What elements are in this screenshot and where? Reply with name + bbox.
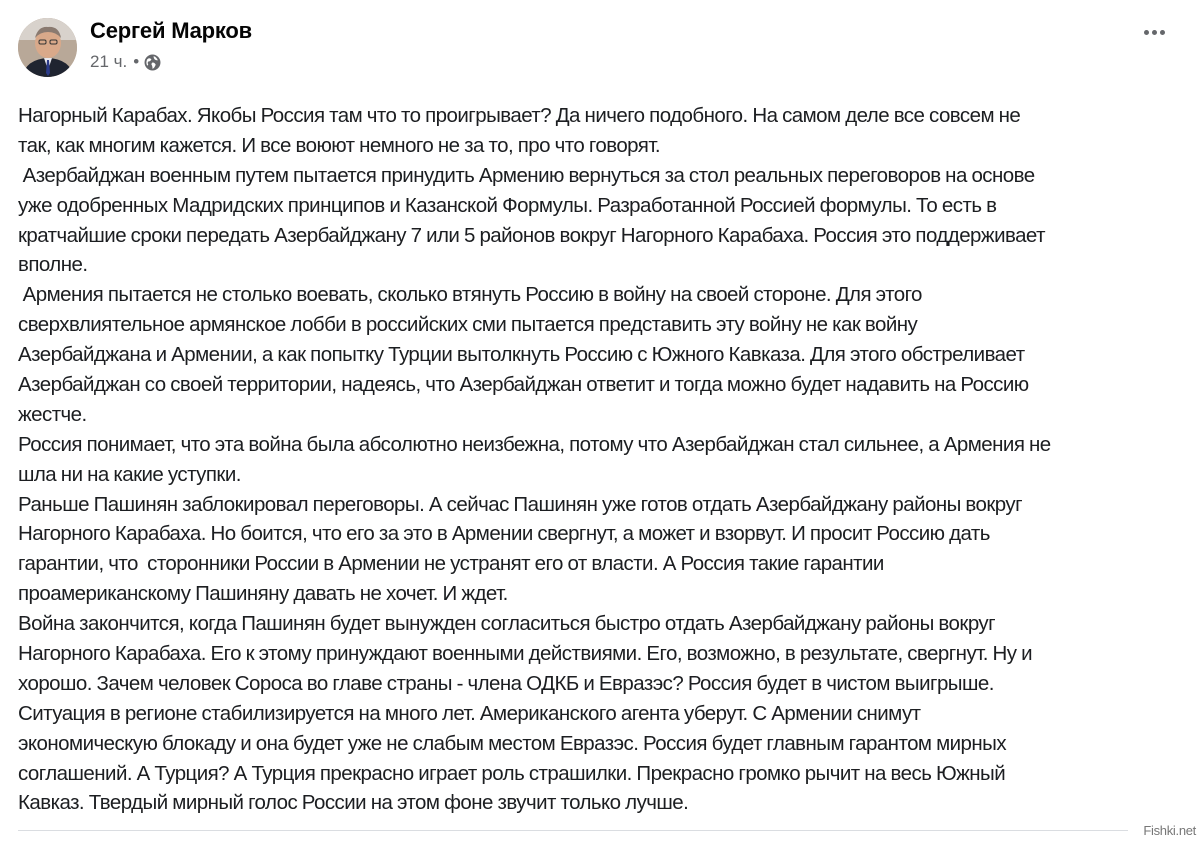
- post-text-line: Нагорный Карабах. Якобы Россия там что то проигрывает? Да ничего подобного. На самом деле все совсем не: [18, 104, 1021, 127]
- post-text-line: Нагорного Карабаха. Но боится, что его за это в Армении свергнут, а может и взорвут. И просит Россию дать: [18, 522, 990, 546]
- post-text-line: жестче.: [18, 402, 87, 426]
- post-text-line: Раньше Пашинян заблокировал переговоры. А сейчас Пашинян уже готов отдать Азербайджану районы вокруг: [18, 492, 1023, 516]
- post-text-line: экономическую блокаду и она будет уже не слабым местом Евразэс. Россия будет главным гарантом мирных: [18, 731, 1007, 755]
- post-text-line: Россия понимает, что эта война была абсолютно неизбежна, потому что Азербайджан стал сильнее, а Армения не: [18, 432, 1051, 456]
- post-text-line: гарантии, что сторонники России в Армении не устранят его от власти. А Россия такие гарантии: [18, 552, 884, 576]
- meta-separator: •: [133, 52, 140, 71]
- author-name[interactable]: Сергей Марков: [90, 18, 252, 43]
- post-body: [18, 101, 1190, 818]
- more-options-icon[interactable]: [1136, 18, 1172, 46]
- post-text-line: Ситуация в регионе стабилизируется на много лет. Американского агента уберут. С Армении снимут: [18, 701, 921, 725]
- post-text-line: Армения пытается не столько воевать, сколько втянуть Россию в войну на своей стороне. Для этого: [18, 283, 922, 307]
- post-text-line: Азербайджана и Армении, а как попытку Турции вытолкнуть Россию с Южного Кавказа. Для этого обстреливает: [18, 343, 1025, 367]
- watermark: Fishki.net: [1143, 823, 1196, 838]
- post-text-line: хорошо. Зачем человек Сороса во главе страны - члена ОДКБ и Евразэс? Россия будет в чистом выигрыше.: [18, 671, 994, 695]
- post-text-line: проамериканскому Пашиняну давать не хочет. И ждет.: [18, 582, 508, 606]
- post-timestamp[interactable]: 21 ч.: [90, 52, 128, 71]
- profile-photo: [18, 18, 77, 77]
- post-text-line: соглашений. А Турция? А Турция прекрасно играет роль страшилки. Прекрасно громко рычит на весь Южный: [18, 761, 1006, 785]
- post-text-line: кратчайшие сроки передать Азербайджану 7 или 5 районов вокруг Нагорного Карабаха. Россия это поддерживает: [18, 223, 1045, 247]
- post-text-line: сверхвлиятельное армянское лобби в российских сми пытается представить эту войну не как войну: [18, 313, 918, 337]
- post-text-line: Азербайджан со своей территории, надеясь, что Азербайджан ответит и тогда можно будет надавить на Россию: [18, 373, 1029, 397]
- post-text-line: Нагорного Карабаха. Его к этому принуждают военными действиями. Его, возможно, в результате, свергнут. Ну и: [18, 642, 1033, 666]
- globe-icon[interactable]: [144, 54, 161, 71]
- post-text-line: так, как многим кажется. И все воюют немного не за то, про что говорят.: [18, 133, 661, 157]
- post-header: [18, 16, 1178, 78]
- post-text-line: Война закончится, когда Пашинян будет вынужден согласиться быстро отдать Азербайджану районы вокруг: [18, 612, 996, 636]
- avatar[interactable]: [18, 18, 77, 77]
- divider: [18, 830, 1128, 831]
- post-text-line: уже одобренных Мадридских принципов и Казанской Формулы. Разработанной Россией формулы. То есть в: [18, 193, 997, 217]
- post-text-line: вполне.: [18, 253, 88, 277]
- post-text-line: Кавказ. Твердый мирный голос России на этом фоне звучит только лучше.: [18, 791, 689, 815]
- post-meta: [90, 52, 161, 72]
- post-text-line: Азербайджан военным путем пытается принудить Армению вернуться за стол реальных переговоров на основе: [18, 163, 1035, 187]
- post-text-line: шла ни на какие уступки.: [18, 462, 241, 486]
